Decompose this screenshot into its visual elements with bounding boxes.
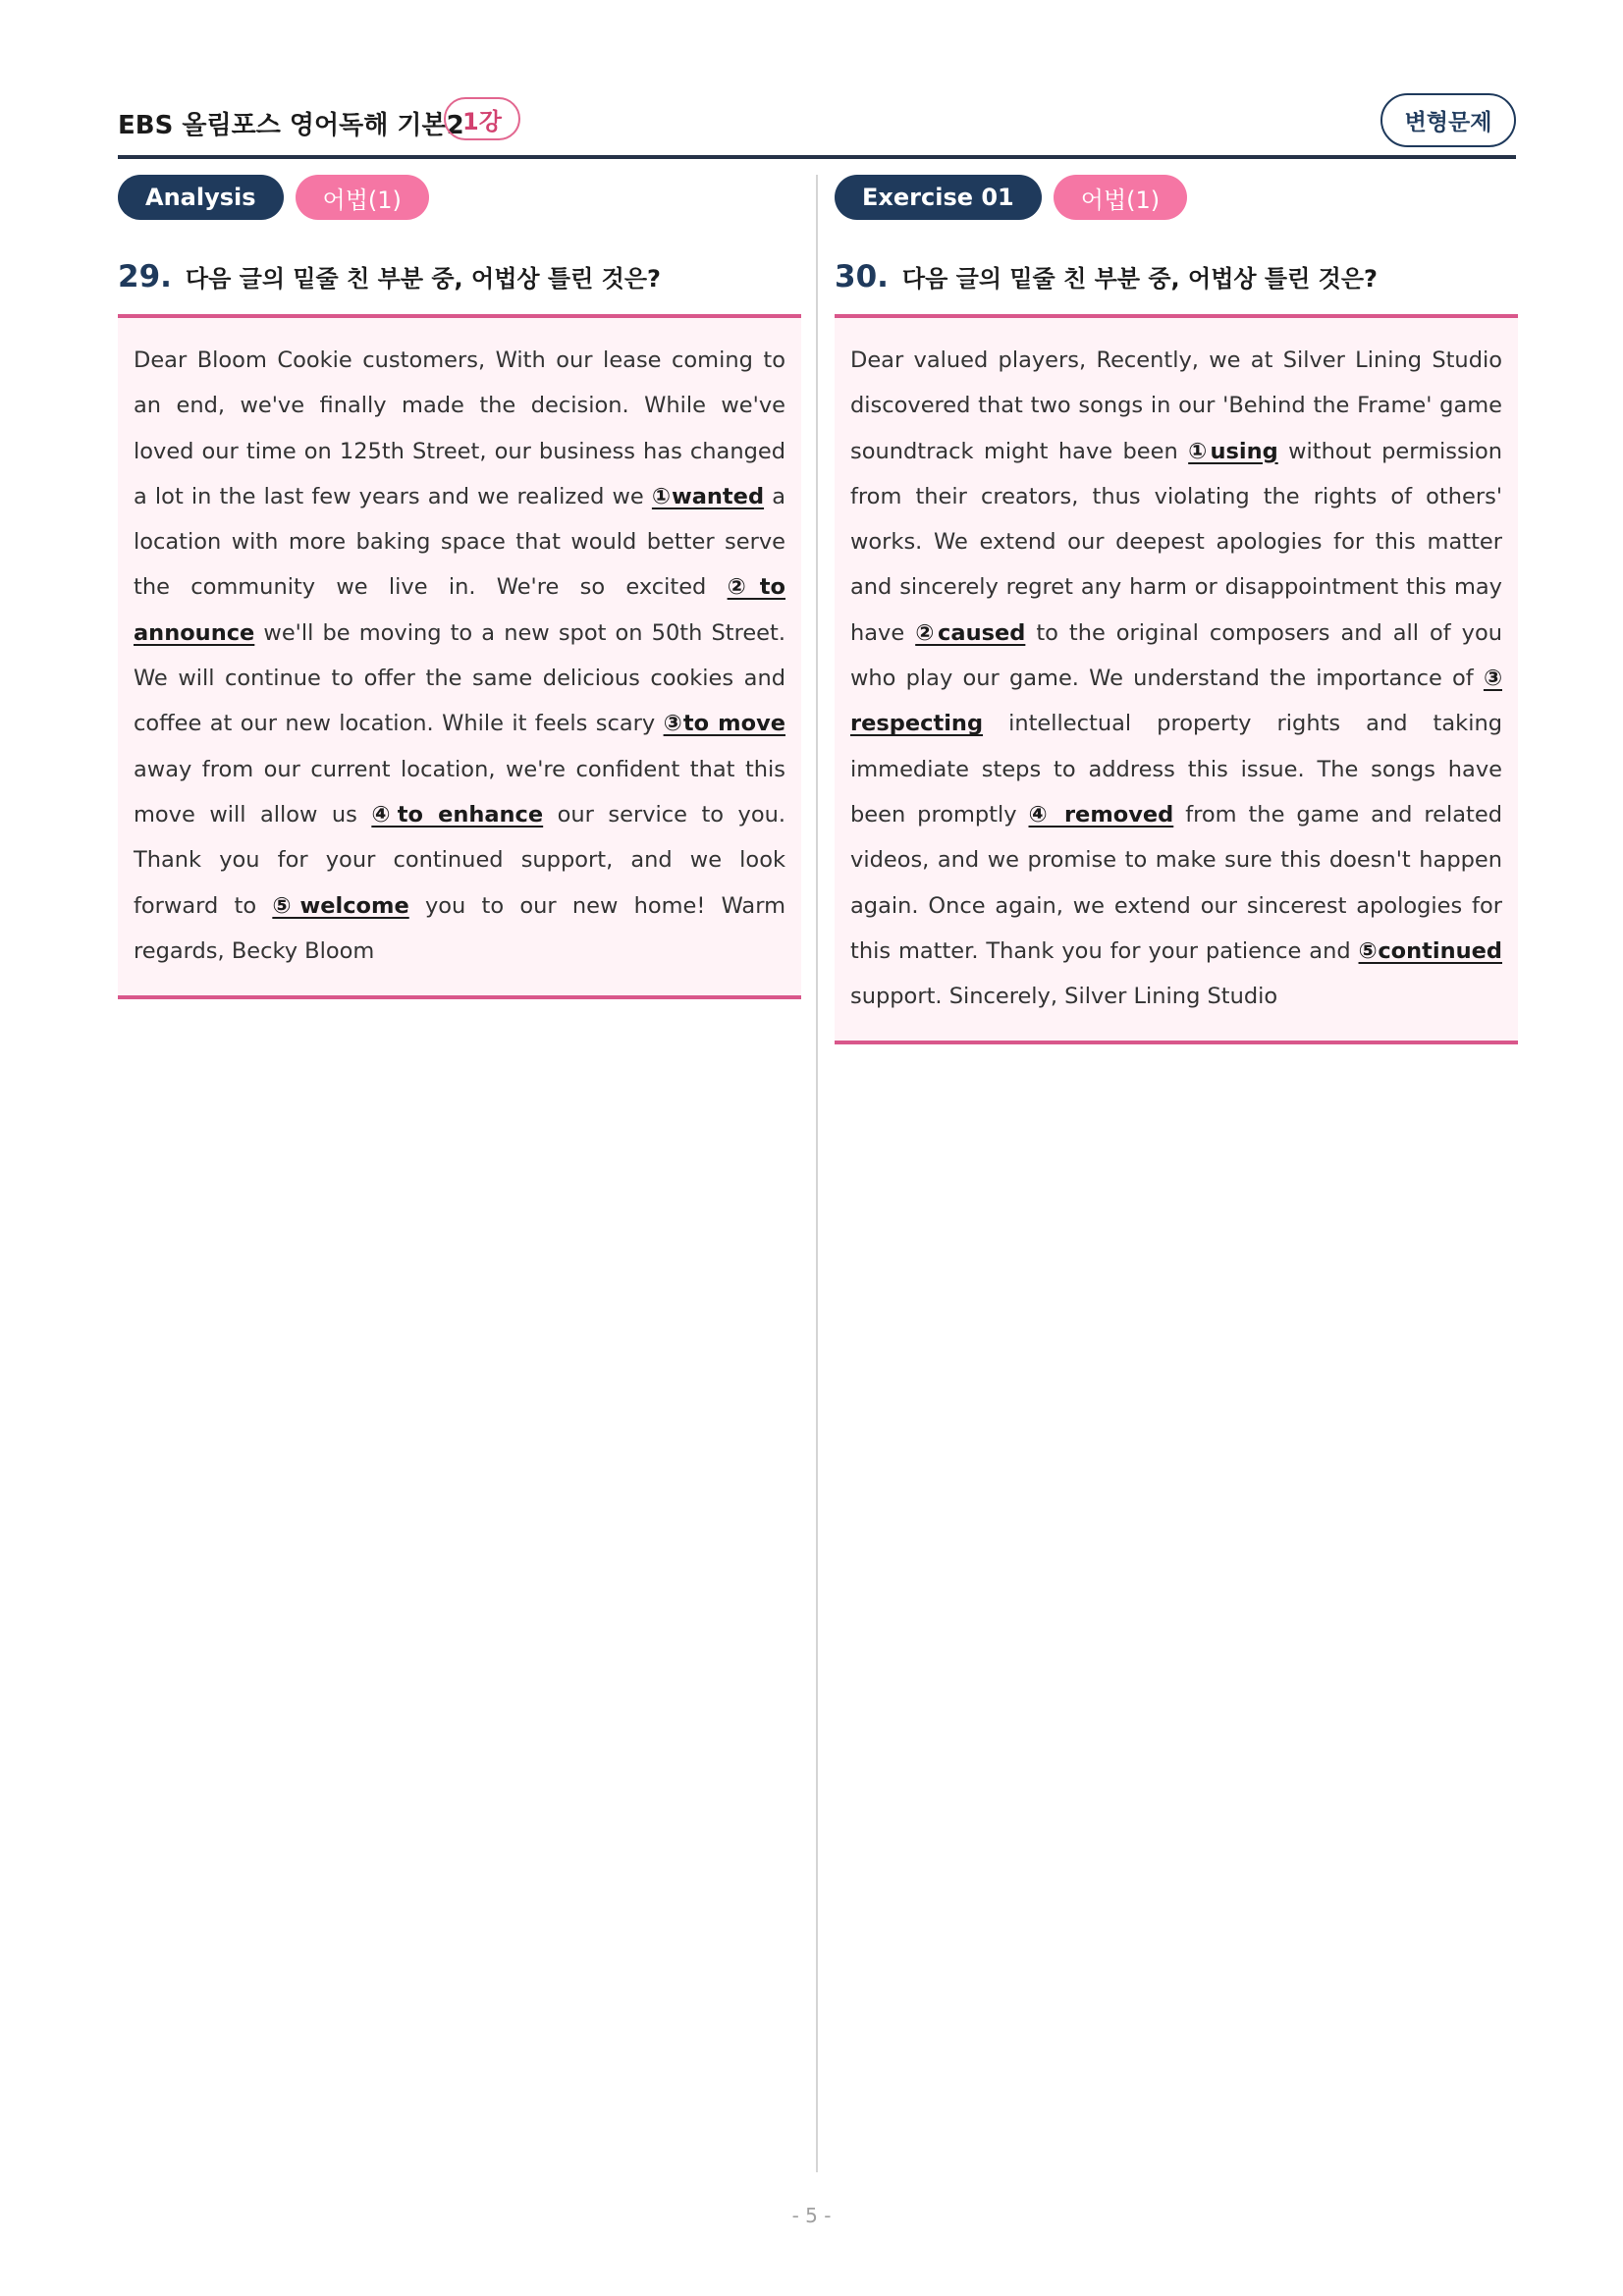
underlined-choice-3: ③to move	[663, 711, 785, 737]
header-divider	[118, 155, 1516, 159]
passage-text: intellectual property rights and taking immediate steps to address this issue. The songs have been promptly	[850, 711, 1502, 828]
right-column	[835, 175, 1518, 1044]
column-divider	[816, 175, 818, 2172]
page-header	[118, 93, 1516, 162]
grammar-tag: 어법(1)	[296, 175, 429, 220]
page-number: - 5 -	[791, 2204, 832, 2227]
underlined-choice-1: ①wanted	[651, 483, 765, 509]
passage-text: you to our new home! Warm regards, Becky Bloom	[134, 892, 785, 964]
passage-text: without permission from their creators, thus violating the rights of others' works. We extend our deepest apologies for this matter and sincerely regret any harm or disappointment this may have	[850, 438, 1502, 646]
passage-text: support. Sincerely, Silver Lining Studio	[850, 984, 1278, 1010]
passage-box	[835, 314, 1518, 1044]
underlined-choice-2: ②caused	[915, 619, 1026, 646]
right-tags	[835, 175, 1518, 222]
passage-text: we'll be moving to a new spot on 50th Street. We will continue to offer the same delicious cookies and coffee at our new location. While it feels scary	[134, 619, 785, 737]
question-number: 30.	[835, 259, 889, 294]
underlined-choice-2: ②to announce	[134, 574, 786, 646]
passage-text: a location with more baking space that would better serve the community we live in. We're so excited	[134, 483, 785, 601]
passage-text: away from our current location, we're confident that this move will allow us	[134, 756, 785, 828]
passage-text: to the original composers and all of you who play our game. We understand the importance of	[850, 619, 1503, 692]
passage-text: Dear valued players, Recently, we at Silver Lining Studio discovered that two songs in our 'Behind the Frame' game soundtrack might have been	[850, 347, 1502, 464]
passage-text: from the game and related videos, and we promise to make sure this doesn't happen again. Once again, we extend our sincerest apologies for this matter. Thank you for your patience and	[850, 801, 1502, 964]
underlined-choice-4: ④to enhance	[371, 801, 544, 828]
question-29	[118, 259, 801, 298]
book-title: EBS 올림포스 영어독해 기본2	[118, 111, 464, 140]
lesson-badge: 1강	[444, 97, 520, 140]
underlined-choice-5: ⑤continued	[1358, 937, 1503, 964]
underlined-choice-3: ③ respecting	[850, 666, 1502, 737]
question-prompt: 다음 글의 밑줄 친 부분 중, 어법상 틀린 것은?	[901, 265, 1378, 293]
underlined-choice-4: ④ removed	[1028, 801, 1174, 828]
passage-text: our service to you. Thank you for your continued support, and we look forward to	[134, 801, 786, 919]
underlined-choice-5: ⑤welcome	[272, 892, 409, 919]
left-tags	[118, 175, 801, 222]
grammar-tag: 어법(1)	[1054, 175, 1187, 220]
left-column	[118, 175, 801, 999]
passage-box	[118, 314, 801, 999]
question-30	[835, 259, 1518, 298]
question-number: 29.	[118, 259, 172, 294]
passage-text: Dear Bloom Cookie customers, With our lease coming to an end, we've finally made the decision. While we've loved our time on 125th Street, our business has changed a lot in the last few years and we realized we	[134, 347, 785, 509]
question-prompt: 다음 글의 밑줄 친 부분 중, 어법상 틀린 것은?	[185, 265, 661, 293]
underlined-choice-1: ①using	[1188, 438, 1278, 464]
variant-problem-badge: 변형문제	[1380, 93, 1516, 147]
exercise-tag: Exercise 01	[835, 175, 1042, 220]
analysis-tag: Analysis	[118, 175, 284, 220]
